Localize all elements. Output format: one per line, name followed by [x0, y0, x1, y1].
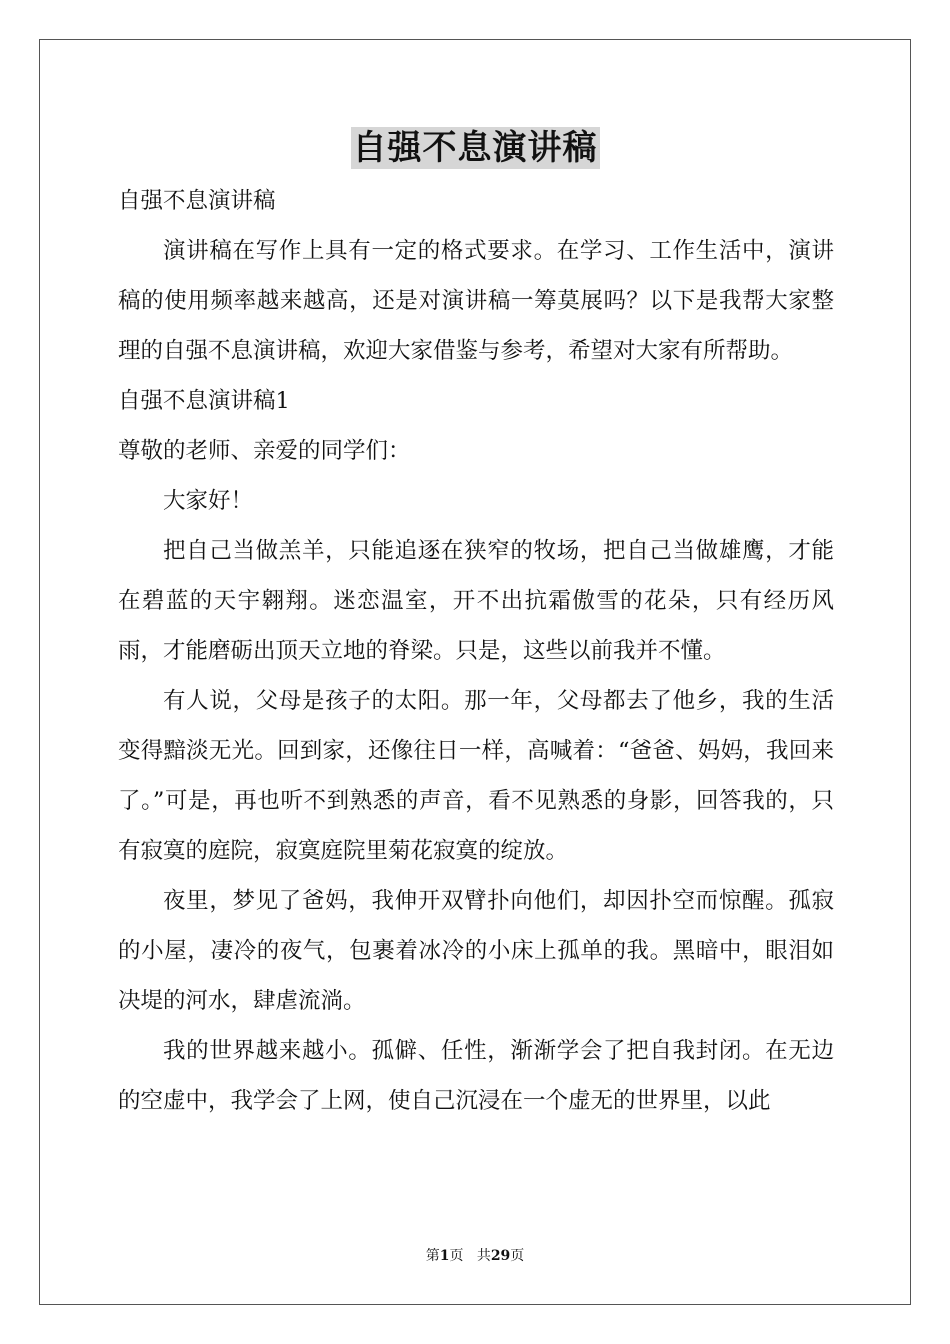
page-footer: [0, 1245, 950, 1265]
page-number: 1: [439, 1248, 450, 1264]
section-heading: 自强不息演讲稿1: [118, 388, 290, 414]
body-paragraph: 夜里，梦见了爸妈，我伸开双臂扑向他们，却因扑空而惊醒。孤寂的小屋，凄冷的夜气，包裹着冰冷的小床上孤单的我。黑暗中，眼泪如决堤的河水，肆虐流淌。: [118, 888, 834, 1014]
document-subtitle: 自强不息演讲稿: [118, 188, 276, 214]
intro-paragraph: 演讲稿在写作上具有一定的格式要求。在学习、工作生活中，演讲稿的使用频率越来越高，还是对演讲稿一筹莫展吗？以下是我帮大家整理的自强不息演讲稿，欢迎大家借鉴与参考，希望对大家有所帮助。: [118, 238, 834, 364]
page-total: 29: [490, 1248, 511, 1264]
document-title: 自强不息演讲稿: [352, 128, 598, 168]
body-paragraph: 把自己当做羔羊，只能追逐在狭窄的牧场，把自己当做雄鹰，才能在碧蓝的天宇翱翔。迷恋温室，开不出抗霜傲雪的花朵，只有经历风雨，才能磨砺出顶天立地的脊梁。只是，这些以前我并不懂。: [118, 538, 834, 664]
total-prefix: 共: [476, 1248, 491, 1264]
document-body: [118, 176, 834, 1126]
body-paragraph: 我的世界越来越小。孤僻、任性，渐渐学会了把自我封闭。在无边的空虚中，我学会了上网，使自己沉浸在一个虚无的世界里，以此: [118, 1038, 834, 1114]
total-suffix: 页: [510, 1248, 525, 1264]
salutation: 尊敬的老师、亲爱的同学们：: [118, 438, 411, 464]
body-paragraph: 有人说，父母是孩子的太阳。那一年，父母都去了他乡，我的生活变得黯淡无光。回到家，还像往日一样，高喊着：“爸爸、妈妈，我回来了。”可是，再也听不到熟悉的声音，看不见熟悉的身影，回答我的，只有寂寞的庭院，寂寞庭院里菊花寂寞的绽放。: [118, 688, 834, 864]
title-container: [0, 127, 950, 169]
page-suffix: 页: [449, 1248, 464, 1264]
page-prefix: 第: [425, 1248, 440, 1264]
greeting: 大家好！: [163, 488, 254, 514]
